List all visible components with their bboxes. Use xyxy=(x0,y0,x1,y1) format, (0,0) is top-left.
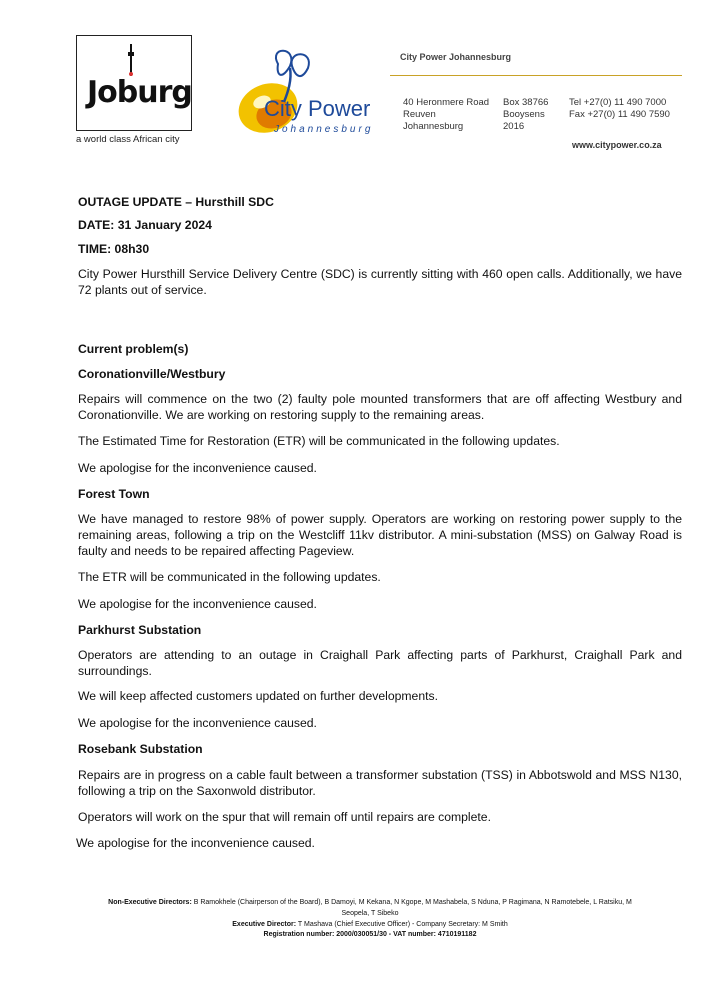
phone-block xyxy=(569,97,670,121)
intro-paragraph: City Power Hursthill Service Delivery Centre (SDC) is currently sitting with 460 open calls. Additionally, we have 72 plants out of service. xyxy=(78,267,682,297)
date-line: DATE: 31 January 2024 xyxy=(78,218,212,232)
company-title: City Power Johannesburg xyxy=(400,52,512,62)
problems-heading: Current problem(s) xyxy=(78,342,189,356)
address-line: Reuven xyxy=(403,109,436,120)
section-heading-parkhurst: Parkhurst Substation xyxy=(78,623,202,637)
page-title: OUTAGE UPDATE – Hursthill SDC xyxy=(78,195,274,209)
city-power-logo-sub: Johannesburg xyxy=(274,124,374,135)
tower-icon xyxy=(121,44,141,76)
joburg-logo xyxy=(76,35,192,131)
section-paragraph: We have managed to restore 98% of power supply. Operators are working on restoring power supply to the remaining areas, following a trip on the Westcliff 11kv distributor. A mini-substation (MSS) on Galway Road is faulty and needs to be repaired affecting Pageview. xyxy=(78,512,682,558)
city-power-logo-name: City Power xyxy=(264,96,371,121)
section-heading-forest-town: Forest Town xyxy=(78,487,150,501)
joburg-logo-text: Joburg xyxy=(87,75,192,110)
apology-line: We apologise for the inconvenience caused. xyxy=(78,716,317,730)
joburg-tagline: a world class African city xyxy=(76,134,180,145)
section-heading-rosebank: Rosebank Substation xyxy=(78,742,203,756)
po-box-line: Booysens xyxy=(503,109,545,120)
section-paragraph: The ETR will be communicated in the following updates. xyxy=(78,570,381,584)
footer-directors xyxy=(100,897,640,919)
footer-registration: Registration number: 2000/030051/30 - VAT number: 4710191182 xyxy=(263,931,477,938)
section-paragraph: Repairs are in progress on a cable fault between a transformer substation (TSS) in Abbotswold and MSS N130, following a trip on the Saxonwold distributor. xyxy=(78,768,682,798)
apology-line: We apologise for the inconvenience caused. xyxy=(78,597,317,611)
section-paragraph: We will keep affected customers updated on further developments. xyxy=(78,689,438,703)
fax-line: Fax +27(0) 11 490 7590 xyxy=(569,109,670,120)
address-line: 40 Heronmere Road xyxy=(403,97,490,108)
address-line: Johannesburg xyxy=(403,121,464,132)
section-heading-coronationville: Coronationville/Westbury xyxy=(78,367,226,381)
section-paragraph: The Estimated Time for Restoration (ETR) will be communicated in the following updates. xyxy=(78,434,560,448)
apology-line: We apologise for the inconvenience caused. xyxy=(76,836,315,850)
address-block xyxy=(403,97,489,133)
section-paragraph: Operators will work on the spur that will remain off until repairs are complete. xyxy=(78,810,491,824)
website-link[interactable]: www.citypower.co.za xyxy=(572,140,662,150)
footer-exec-label: Executive Director: xyxy=(232,921,297,928)
footer-nonexec-label: Non-Executive Directors: xyxy=(108,899,192,906)
footer-exec-text: T Mashava (Chief Executive Officer) - Company Secretary: M Smith xyxy=(297,921,508,928)
section-paragraph: Operators are attending to an outage in Craighall Park affecting parts of Parkhurst, Craighall Park and surroundings. xyxy=(78,648,682,678)
po-box-line: Box 38766 xyxy=(503,97,549,108)
po-box-line: 2016 xyxy=(503,121,525,132)
apology-line: We apologise for the inconvenience caused. xyxy=(78,461,317,475)
tel-line: Tel +27(0) 11 490 7000 xyxy=(569,97,667,108)
section-paragraph: Repairs will commence on the two (2) faulty pole mounted transformers that are off affecting Westbury and Coronationville. We are working on restoring supply to the remaining areas. xyxy=(78,392,682,422)
footer-nonexec-names: B Ramokhele (Chairperson of the Board), B Damoyi, M Kekana, N Kgope, M Mashabela, S Nduna, P Ragimana, N Ramotebele, L Ratsiku, M Seopela, T Sibeko xyxy=(193,899,632,917)
po-box-block xyxy=(503,97,548,133)
time-line: TIME: 08h30 xyxy=(78,242,150,256)
header-divider xyxy=(390,75,682,76)
